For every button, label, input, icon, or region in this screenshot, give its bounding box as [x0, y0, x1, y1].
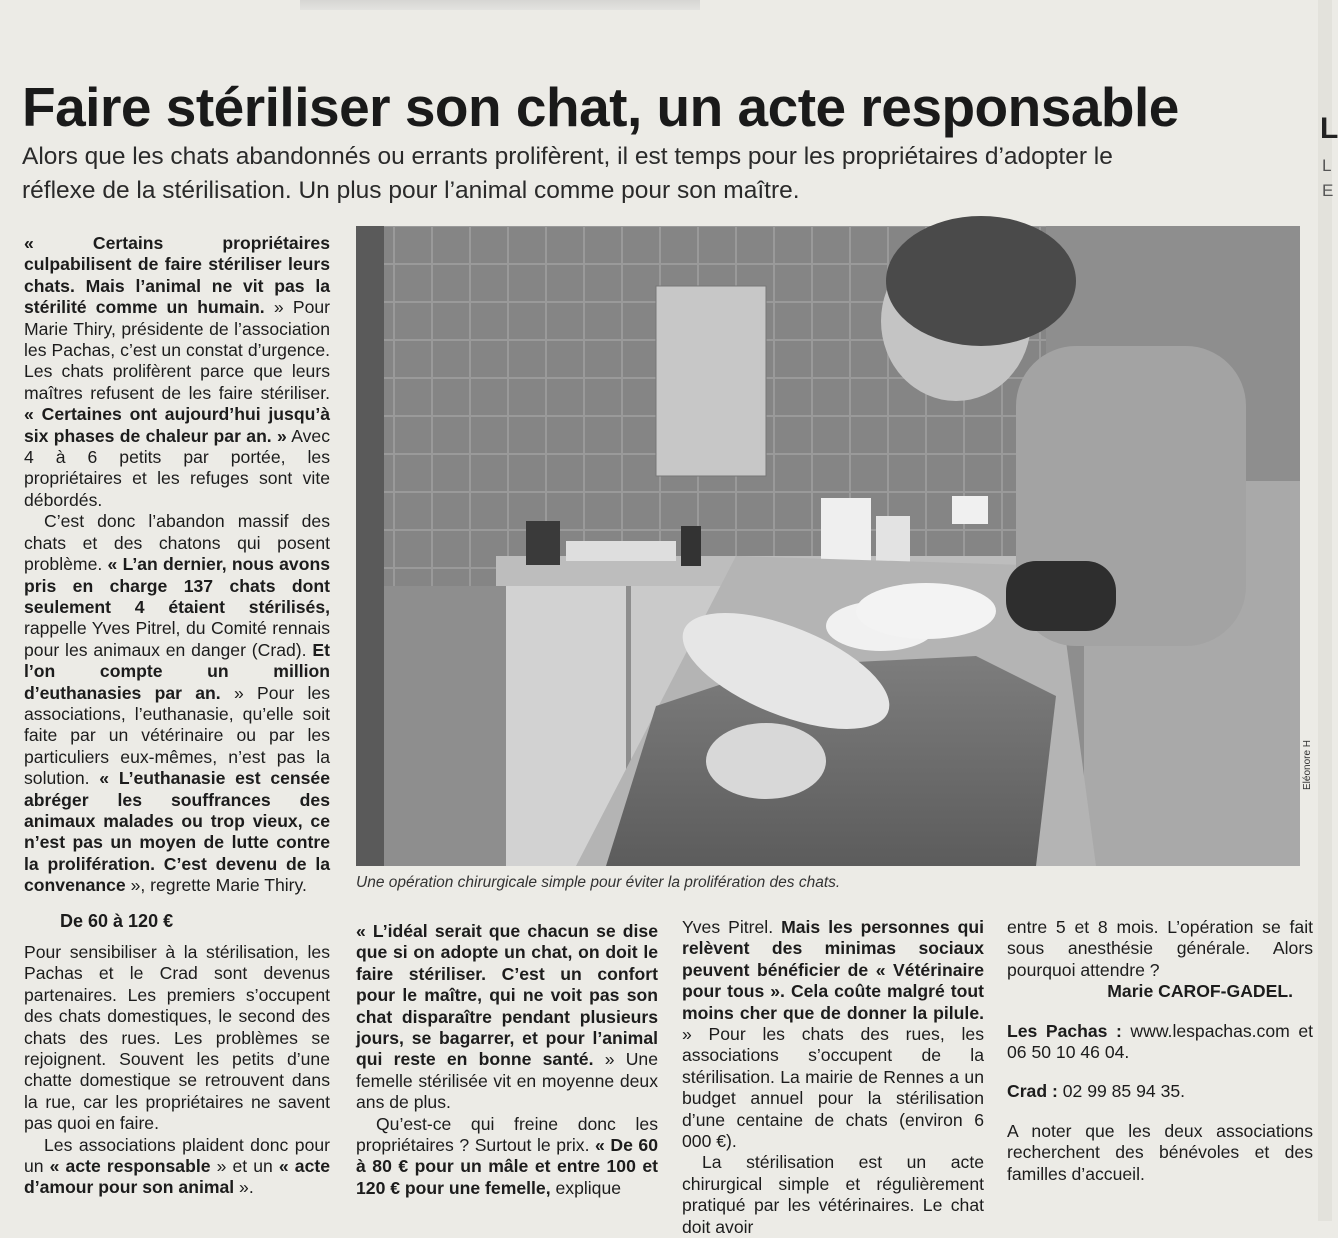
article-column-1	[24, 233, 330, 1199]
contact-label: Crad :	[1007, 1081, 1058, 1102]
quote-bold: Et l’on compte un million d’euthanasies par an.	[24, 639, 330, 703]
text: Yves Pitrel.	[682, 917, 782, 937]
article-column-4	[1007, 917, 1313, 1185]
quote-bold: « acte responsable	[49, 1156, 211, 1177]
paragraph	[24, 511, 330, 896]
adjacent-article-letter: E	[1322, 181, 1334, 200]
paragraph: Pour sensibiliser à la stérilisation, les Pachas et le Crad sont devenus partenaires. Les premiers s’occupent des chats domestiques, le second des chats des rues. Les problèmes se rejoignent. Souvent les petits d’une chatte domestique se retrouvent dans la rue, car les propriétaires ne savent pas quoi en faire.	[24, 942, 330, 1134]
contact-label: Les Pachas :	[1007, 1020, 1122, 1041]
article-column-3	[682, 917, 984, 1238]
quote-bold: « acte d’amour pour son animal	[24, 1156, 330, 1198]
paragraph	[682, 917, 984, 1152]
text: C’est donc l’abandon massif des chats et des chatons qui posent problème.	[24, 511, 330, 575]
article-photo	[356, 226, 1300, 866]
text: », regrette Marie Thiry.	[125, 875, 307, 896]
quote-bold: « L’idéal serait que chacun se dise que si on adopte un chat, on doit le faire stériliser. C’est un confort pour le maître, qui ne voit pas son chat disparaître pendant plusieurs jours, se bagarrer, et pour l’animal qui reste en bonne santé.	[356, 921, 658, 1070]
text: Qu’est-ce qui freine donc les propriétaires ? Surtout le prix.	[356, 1113, 658, 1156]
quote-bold: « Certains propriétaires culpabilisent de faire stériliser leurs chats. Mais l’animal ne vit pas la stérilité comme un humain.	[24, 233, 330, 318]
text: » Pour les associations, l’euthanasie, qu’elle soit faite par un vétérinaire ou par les particuliers eux-mêmes, n’est pas la solution.	[24, 682, 330, 789]
quote-bold: « L’an dernier, nous avons pris en charge 137 chats dont seulement 4 étaient stérilisés,	[24, 554, 330, 617]
quote-bold: « L’euthanasie est censée abréger les souffrances des animaux malades ou trop vieux, ce n’est pas un moyen de lutte contre la prolifération. C’est devenu de la convenance	[24, 768, 330, 896]
article-headline: Faire stériliser son chat, un acte responsable	[22, 76, 1179, 138]
quote-bold: « De 60 à 80 € pour un mâle et entre 100 et 120 € pour une femelle,	[356, 1135, 658, 1198]
spacer	[1007, 1003, 1313, 1021]
contact-text: www.lespachas.com et 06 50 10 46 04.	[1007, 1020, 1313, 1063]
author-signature: Marie CAROF-GADEL.	[1107, 981, 1293, 1002]
article-subhead: De 60 à 120 €	[60, 910, 174, 931]
paragraph: entre 5 et 8 mois. L’opération se fait sous anesthésie générale. Alors pourquoi attendre ?	[1007, 917, 1313, 980]
text: explique	[550, 1177, 622, 1198]
paragraph: A noter que les deux associations recherchent des bénévoles et des familles d’accueil.	[1007, 1120, 1313, 1184]
top-edge-shade	[300, 0, 700, 10]
text: Avec 4 à 6 petits par portée, les propriétaires et les refuges sont vite débordés.	[24, 425, 330, 510]
paragraph	[24, 233, 330, 511]
text: » Pour les chats des rues, les associations s’occupent de la stérilisation. La mairie de Rennes a un budget annuel pour la stérilisation d’une centaine de chats (environ 6 000 €).	[682, 1024, 984, 1152]
spacer	[1007, 1063, 1313, 1081]
paragraph	[356, 1114, 658, 1200]
text: Les associations plaident donc pour un	[24, 1134, 330, 1177]
article-lede: Alors que les chats abandonnés ou errants prolifèrent, il est temps pour les propriétaires d’adopter le réflexe de la stérilisation. Un plus pour l’animal comme pour son maître.	[22, 143, 1113, 204]
text: ».	[234, 1177, 254, 1198]
quote-bold: Mais les personnes qui relèvent des minimas sociaux peuvent bénéficier de « Vétérinaire pour tous ». Cela coûte malgré tout moins cher que de donner la pilule.	[682, 917, 984, 1023]
contact-crad	[1007, 1081, 1313, 1102]
adjacent-article-letter: L	[1322, 156, 1332, 175]
text: » et un	[210, 1156, 279, 1177]
quote-bold: « Certaines ont aujourd’hui jusqu’à six phases de chaleur par an. »	[24, 404, 330, 446]
photo-caption: Une opération chirurgicale simple pour éviter la prolifération des chats.	[356, 874, 841, 891]
photo-credit: Eléonore H	[1302, 739, 1313, 790]
paragraph: La stérilisation est un acte chirurgical simple et régulièrement pratiqué par les vétérinaires. Le chat doit avoir	[682, 1152, 984, 1237]
paragraph	[356, 921, 658, 1114]
adjacent-article-letter: L	[1320, 112, 1338, 145]
contact-pachas	[1007, 1021, 1313, 1064]
photo-illustration	[356, 226, 1300, 866]
paragraph	[24, 1135, 330, 1199]
contact-text: 02 99 85 94 35.	[1057, 1081, 1186, 1102]
spacer	[1007, 1103, 1313, 1121]
article-column-2	[356, 921, 658, 1199]
text: » Pour Marie Thiry, présidente de l’association les Pachas, c’est un constat d’urgence. Les chats prolifèrent parce que leurs maîtres refusent de les faire stériliser.	[24, 297, 330, 403]
text: » Une femelle stérilisée vit en moyenne deux ans de plus.	[356, 1049, 658, 1113]
text: rappelle Yves Pitrel, du Comité rennais pour les animaux en danger (Crad).	[24, 618, 330, 660]
